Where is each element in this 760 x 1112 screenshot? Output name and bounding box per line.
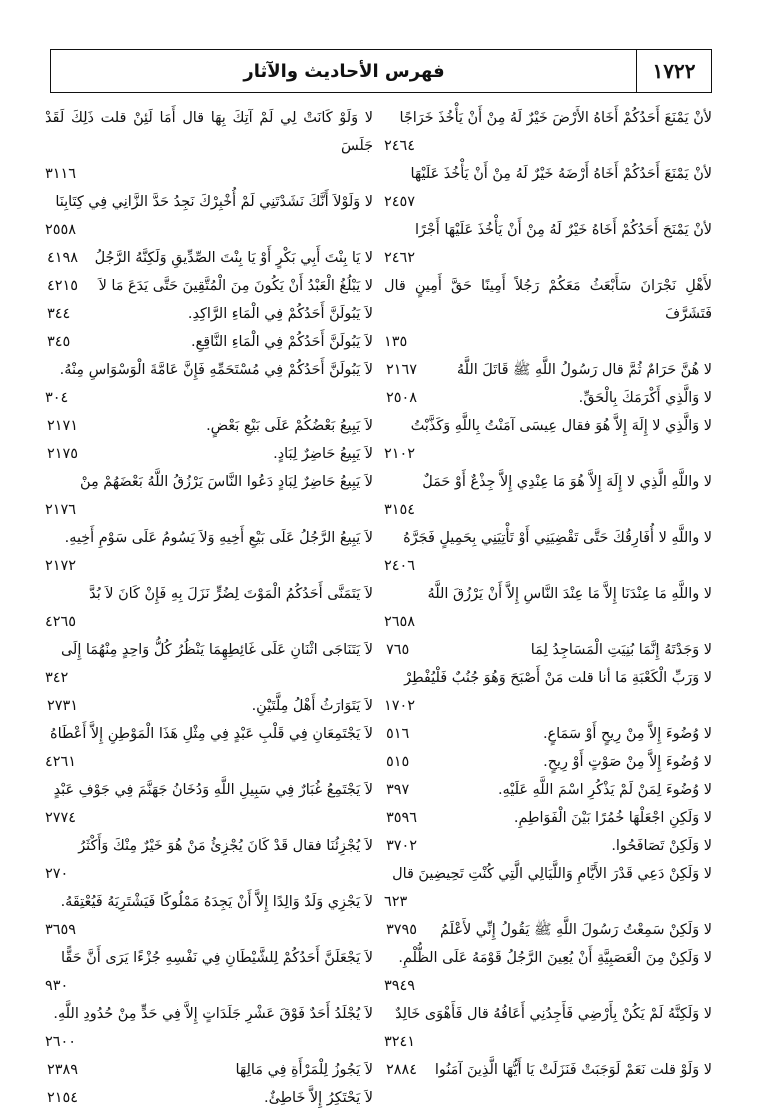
page-number: ١٧٢٢ — [636, 50, 711, 92]
hadith-text: لا هُنَّ حَرَامٌ ثُمَّ قال رَسُولُ اللَّهِ ﷺ قَاتَلَ اللَّهُ — [456, 362, 712, 378]
hadith-reference: ٣٦٥٩ — [45, 922, 76, 938]
hadith-reference: ٢٥٥٨ — [45, 222, 76, 238]
hadith-text: لاَ يَبُولَنَّ أَحَدُكُمْ فِي الْمَاءِ الرَّاكِدِ. — [187, 306, 373, 322]
hadith-reference: ٧٦٥ — [386, 642, 410, 658]
hadith-text: لاَ يَتَوَارَثُ أَهْلُ مِلَّتَيْنِ. — [251, 698, 373, 714]
hadith-reference: ٢٦٥٨ — [384, 614, 415, 630]
hadith-entry — [45, 944, 373, 1000]
hadith-text: لاَ يَجْتَمِعَانِ فِي قَلْبِ عَبْدٍ فِي مِثْلِ هَذَا الْمَوْطِنِ إِلاَّ أَعْطَاهُ — [50, 726, 373, 742]
hadith-reference: ٢١٧١ — [47, 418, 78, 434]
hadith-text: لاَ يَجْتَمِعُ غُبَارٌ فِي سَبِيلِ اللَّهِ وَدُخَانُ جَهَنَّمَ فِي جَوْفِ عَبْدٍ — [53, 782, 373, 798]
hadith-entry — [45, 832, 373, 888]
hadith-entry — [45, 580, 373, 636]
hadith-text: لاَ يَبِيعُ حَاضِرٌ لِبَادٍ دَعُوا النَّاسَ يَرْزُقُ اللَّهُ بَعْضَهُمْ مِنْ — [79, 474, 373, 490]
hadith-reference: ٢٧٣١ — [47, 698, 78, 714]
hadith-entry — [45, 888, 373, 944]
hadith-reference: ٣١١٦ — [45, 166, 76, 182]
hadith-entry — [384, 160, 712, 216]
hadith-text: لا واللَّهِ لا أُفَارِقُكَ حَتَّى تَقْضِيَنِي أَوْ تَأْتِيَنِي بِحَمِيلٍ فَجَرَّهُ — [403, 530, 712, 546]
hadith-text: لا وَجَدْتَهُ إِنَّمَا بُنِيَتِ الْمَسَاجِدُ لِمَا — [530, 642, 712, 658]
hadith-reference: ٣٥٩٦ — [386, 810, 417, 826]
hadith-entry — [45, 328, 373, 356]
hadith-entry — [45, 272, 373, 300]
hadith-reference: ٢١٧٢ — [45, 558, 76, 574]
hadith-reference: ٣٤٥ — [47, 334, 71, 350]
hadith-text: لا وَرَبِّ الْكَعْبَةِ مَا أنا قلت مَنْ أَصْبَحَ وَهُوَ جُنُبٌ فَلْيُفْطِرْ — [404, 670, 712, 686]
hadith-entry — [384, 748, 712, 776]
hadith-text: لا يَبْلُغُ الْعَبْدُ أَنْ يَكُونَ مِنَ الْمُتَّقِينَ حَتَّى يَدَعَ مَا لاَ — [98, 278, 373, 294]
hadith-entry — [45, 440, 373, 468]
hadith-reference: ٢٧٠ — [45, 866, 69, 882]
hadith-reference: ٩٣٠ — [45, 978, 69, 994]
hadith-entry — [384, 468, 712, 524]
hadith-reference: ٣٤٢ — [45, 670, 69, 686]
hadith-entry — [384, 664, 712, 720]
hadith-entry — [45, 104, 373, 188]
hadith-entry — [45, 524, 373, 580]
hadith-reference: ٤٢٦١ — [45, 754, 76, 770]
hadith-text: لاَ يُجْزِئُنَا فقال قَدْ كَانَ يُجْزِئُ مَنْ هُوَ خَيْرٌ مِنْكَ وَأَكْثَرُ — [78, 838, 373, 854]
hadith-text: لا واللَّهِ مَا عِنْدَنَا إِلاَّ مَا عِنْدَ النَّاسِ إِلاَّ أَنْ يَرْزُقَ اللَّهُ — [427, 586, 712, 602]
hadith-entry — [45, 692, 373, 720]
hadith-reference: ٣٩٧ — [386, 782, 410, 798]
hadith-text: لا وَلَوْ كَانَتْ لِي لَمْ آتِكَ بِهَا قال أَمَا لَئِنْ قلت ذَلِكَ لَقَدْ جَلَسَ — [45, 110, 373, 154]
hadith-entry — [45, 300, 373, 328]
hadith-entry — [45, 412, 373, 440]
left-column — [45, 104, 373, 1106]
hadith-reference: ١٧٠٢ — [384, 698, 415, 714]
hadith-entry — [384, 776, 712, 804]
hadith-text: لاَ يَبُولَنَّ أَحَدُكُمْ فِي الْمَاءِ النَّاقِعِ. — [190, 334, 373, 350]
hadith-text: لا وَلَكِنِ اجْعَلْهَا خُمُرًا بَيْنَ الْفَوَاطِمِ. — [513, 810, 712, 826]
hadith-text: لا وَالَّذِي لا إِلَهَ إِلاَّ هُوَ فقال عِيسَى آمَنْتُ بِاللَّهِ وَكَذَّبْتُ — [410, 418, 712, 434]
hadith-entry — [384, 832, 712, 860]
hadith-reference: ٢١٥٤ — [47, 1090, 78, 1106]
hadith-entry — [384, 1000, 712, 1056]
hadith-entry — [384, 1056, 712, 1084]
hadith-reference: ٣٧٠٢ — [386, 838, 417, 854]
hadith-entry — [384, 580, 712, 636]
hadith-text: لا وَلَكِنْ سَمِعْتُ رَسُولَ اللَّهِ ﷺ يَقُولُ إِنِّي لأَعْلَمُ — [440, 922, 712, 938]
hadith-reference: ٢٤٠٦ — [384, 558, 415, 574]
hadith-reference: ٣٧٩٥ — [386, 922, 417, 938]
hadith-entry — [384, 216, 712, 272]
hadith-text: لا وَلَكِنْ مِنَ الْعَصَبِيَّةِ أَنْ يُعِينَ الرَّجُلُ قَوْمَهُ عَلَى الظُّلْمِ. — [398, 950, 712, 966]
hadith-text: لاَ يَتَمَنَّى أَحَدُكُمُ الْمَوْتَ لِضُرٍّ نَزَلَ بِهِ فَإِنْ كَانَ لاَ بُدَّ — [89, 586, 373, 602]
hadith-text: لاَ يَحْتَكِرُ إِلاَّ خَاطِئٌ. — [264, 1090, 373, 1106]
hadith-entry — [45, 636, 373, 692]
hadith-text: لاَ يَتَنَاجَى اثْنَانِ عَلَى غَائِطِهِمَا يَنْظُرُ كُلُّ وَاحِدٍ مِنْهُمَا إِلَى — [60, 642, 373, 658]
hadith-entry — [45, 468, 373, 524]
hadith-text: لأنْ يَمْنَحَ أَحَدُكُمْ أَخَاهُ خَيْرٌ لَهُ مِنْ أَنْ يَأْخُذَ عَلَيْهَا أَجْرًا — [414, 222, 712, 238]
hadith-reference: ٣٩٤٩ — [384, 978, 415, 994]
hadith-text: لاَ يُجْلَدُ أَحَدٌ فَوْقَ عَشْرِ جَلَدَاتٍ إِلاَّ فِي حَدٍّ مِنْ حُدُودِ اللَّهِ. — [53, 1006, 373, 1022]
hadith-text: لاَ يَبُولَنَّ أَحَدُكُمْ فِي مُسْتَحَمِّهِ فَإِنَّ عَامَّةَ الْوَسْوَاسِ مِنْهُ. — [59, 362, 373, 378]
hadith-reference: ٤٢١٥ — [47, 278, 78, 294]
hadith-reference: ٢٤٦٤ — [384, 138, 415, 154]
hadith-text: لا وُضُوءَ إِلاَّ مِنْ صَوْتٍ أَوْ رِيحٍ. — [543, 754, 712, 770]
hadith-entry — [45, 188, 373, 244]
hadith-entry — [45, 1000, 373, 1056]
hadith-entry — [45, 1056, 373, 1084]
hadith-text: لا واللَّهِ الَّذِي لا إِلَهَ إِلاَّ هُوَ مَا عِنْدِي إِلاَّ جِذْعٌ أَوْ حَمَلٌ — [422, 474, 712, 490]
hadith-reference: ٢٨٨٤ — [386, 1062, 417, 1078]
hadith-reference: ٢٧٧٤ — [45, 810, 76, 826]
hadith-text: لا يَا بِنْتَ أَبِي بَكْرٍ أَوْ يَا بِنْتَ الصِّدِّيقِ وَلَكِنَّهُ الرَّجُلُ — [94, 250, 373, 266]
hadith-reference: ٣٤٤ — [47, 306, 71, 322]
hadith-text: لاَ يَبِيعُ الرَّجُلُ عَلَى بَيْعِ أَخِيهِ وَلاَ يَسُومُ عَلَى سَوْمِ أَخِيهِ. — [64, 530, 373, 546]
hadith-reference: ٢١٧٥ — [47, 446, 78, 462]
hadith-reference: ٢١٠٢ — [384, 446, 415, 462]
hadith-reference: ٢٥٠٨ — [386, 390, 417, 406]
page-header — [50, 49, 712, 93]
hadith-entry — [384, 384, 712, 412]
hadith-entry — [384, 356, 712, 384]
hadith-text: لا وُضُوءَ إِلاَّ مِنْ رِيحٍ أَوْ سَمَاعٍ. — [542, 726, 712, 742]
hadith-text: لا وَلَوْلاَ أَنَّكَ نَشَدْتَنِي لَمْ أُخْبِرْكَ نَجِدُ حَدَّ الزَّانِي فِي كِتَابِنَا — [55, 194, 373, 210]
hadith-entry — [45, 356, 373, 412]
hadith-entry — [384, 916, 712, 944]
hadith-text: لاَ يَبِيعُ بَعْضُكُمْ عَلَى بَيْعِ بَعْضٍ. — [206, 418, 373, 434]
right-column — [384, 104, 712, 1094]
hadith-text: لا وَلَكِنَّهُ لَمْ يَكُنْ بِأَرْضِي فَأَجِدُنِي أَعَافُهُ قال فَأَهْوَى خَالِدٌ — [395, 1006, 712, 1022]
hadith-text: لأنْ يَمْنَعَ أَحَدُكُمْ أَخَاهُ أَرْضَهُ خَيْرٌ لَهُ مِنْ أَنْ يَأْخُذَ عَلَيْهَا — [410, 166, 712, 182]
hadith-text: لا وَالَّذِي أَكْرَمَكَ بِالْحَقِّ. — [578, 390, 712, 406]
hadith-text: لا وَلَكِنْ دَعِي قَدْرَ الأَيَّامِ وَاللَّيَالِي الَّتِي كُنْتِ تَحِيضِينَ قال — [392, 866, 712, 882]
hadith-text: لا وُضُوءَ لِمَنْ لَمْ يَذْكُرِ اسْمَ اللَّهِ عَلَيْهِ. — [497, 782, 712, 798]
hadith-reference: ٣٠٤ — [45, 390, 69, 406]
hadith-entry — [384, 272, 712, 356]
hadith-reference: ٦٢٣ — [384, 894, 408, 910]
hadith-text: لاَ يَجْعَلَنَّ أَحَدُكُمْ لِلشَّيْطَانِ فِي نَفْسِهِ جُزْءًا يَرَى أَنَّ حَقًّا — [61, 950, 373, 966]
hadith-reference: ٢١٦٧ — [386, 362, 417, 378]
hadith-entry — [45, 720, 373, 776]
hadith-text: لاَ يَبِيعُ حَاضِرٌ لِبَادٍ. — [273, 446, 373, 462]
hadith-reference: ٥١٦ — [386, 726, 410, 742]
hadith-entry — [384, 944, 712, 1000]
hadith-reference: ٣٢٤١ — [384, 1034, 415, 1050]
hadith-text: لاَ يَجُوزُ لِلْمَرْأَةِ فِي مَالِهَا — [235, 1062, 373, 1078]
hadith-reference: ١٣٥ — [384, 334, 408, 350]
page-title: فهرس الأحاديث والآثار — [243, 60, 445, 82]
hadith-text: لأنْ يَمْنَعَ أَحَدُكُمْ أَخَاهُ الأَرْضَ خَيْرٌ لَهُ مِنْ أَنْ يَأْخُذَ خَرَاجًا — [399, 110, 712, 126]
hadith-reference: ٣١٥٤ — [384, 502, 415, 518]
hadith-entry — [384, 720, 712, 748]
hadith-entry — [384, 636, 712, 664]
hadith-text: لاَ يَجْزِي وَلَدٌ وَالِدًا إِلاَّ أَنْ يَجِدَهُ مَمْلُوكًا فَيَشْتَرِيَهُ فَيُعْتِقَهُ. — [60, 894, 373, 910]
hadith-text: لأَهْلِ نَجْرَانَ سَأَبْعَثُ مَعَكُمْ رَجُلاً أَمِينًا حَقَّ أَمِينٍ قال فَتَشَرَّفَ — [384, 278, 712, 322]
hadith-reference: ٢٤٥٧ — [384, 194, 415, 210]
hadith-text: لا وَلَكِنْ تَصَافَحُوا. — [611, 838, 712, 854]
hadith-entry — [45, 776, 373, 832]
hadith-text: لا وَلَوْ قلت نَعَمْ لَوَجَبَتْ فَنَزَلَتْ يَا أَيُّهَا الَّذِينَ آمَنُوا — [434, 1062, 712, 1078]
hadith-reference: ٢٦٠٠ — [45, 1034, 76, 1050]
hadith-reference: ٢٣٨٩ — [47, 1062, 78, 1078]
hadith-reference: ٢٤٦٢ — [384, 250, 415, 266]
hadith-entry — [384, 104, 712, 160]
hadith-reference: ٤٢٦٥ — [45, 614, 76, 630]
hadith-entry — [45, 1084, 373, 1112]
hadith-entry — [384, 524, 712, 580]
hadith-reference: ٥١٥ — [386, 754, 410, 770]
hadith-entry — [45, 244, 373, 272]
hadith-reference: ٢١٧٦ — [45, 502, 76, 518]
hadith-entry — [384, 860, 712, 916]
hadith-entry — [384, 412, 712, 468]
hadith-entry — [384, 804, 712, 832]
hadith-reference: ٤١٩٨ — [47, 250, 78, 266]
